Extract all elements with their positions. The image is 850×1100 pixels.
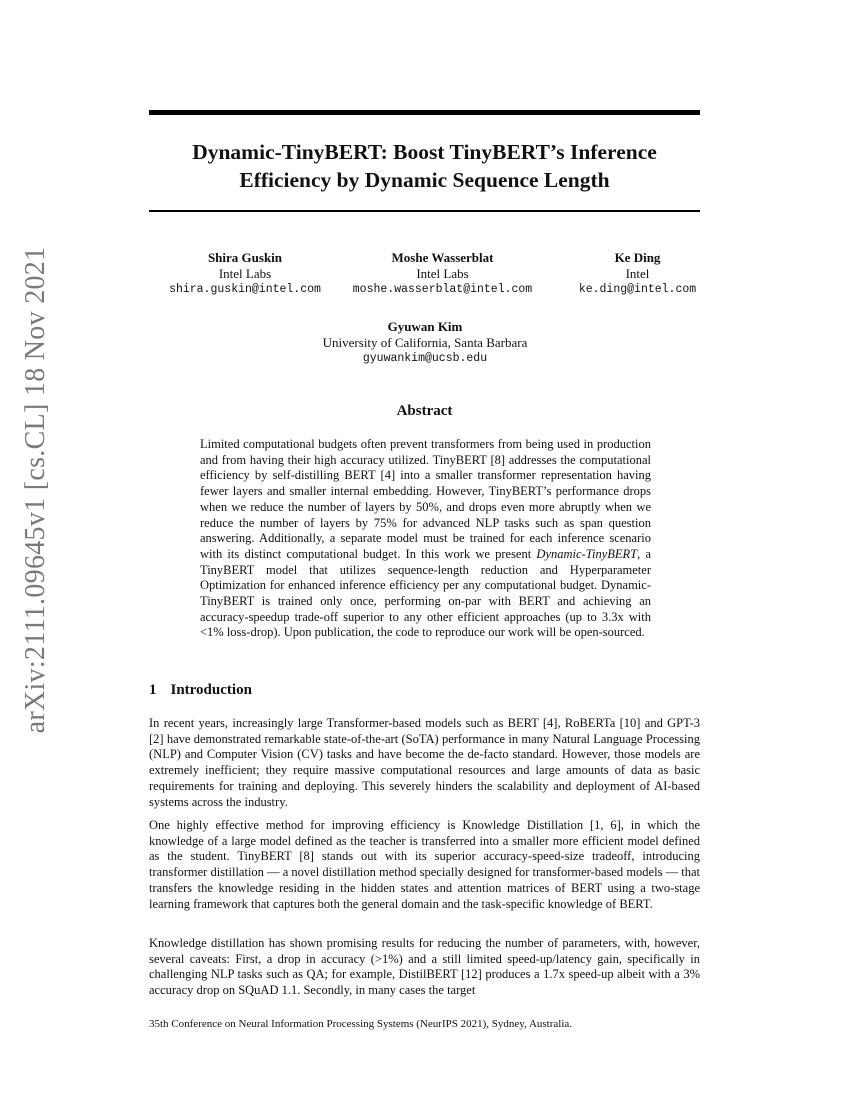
conference-footnote: 35th Conference on Neural Information Processing Systems (NeurIPS 2021), Sydney, Australia. <box>149 1018 573 1030</box>
abstract-body <box>200 437 651 641</box>
abstract-heading: Abstract <box>396 403 453 419</box>
paper-title <box>149 138 700 194</box>
abstract-model-name: Dynamic-TinyBERT <box>536 546 638 561</box>
author-name: Moshe Wasserblat <box>391 250 494 265</box>
arxiv-stamp-text: arXiv:2111.09645v1 [cs.CL] 18 Nov 2021 <box>20 246 51 734</box>
intro-paragraph-3: Knowledge distillation has shown promising results for reducing the number of parameters, with, however, several caveats: First, a drop in accuracy (>1%) and a still limited speed-up/latency gain, specifically in challenging NLP tasks such as QA; for example, DistilBERT [12] produces a 1.7x speed-up albeit with a 3% accuracy drop on SQuAD 1.1. Secondly, in many cases the target <box>149 936 700 998</box>
author-name: Gyuwan Kim <box>387 319 463 334</box>
author-affiliation: Intel Labs <box>416 266 469 281</box>
abstract-text-start: Limited computational budgets often prevent transformers from being used in production and from having their high accuracy utilized. TinyBERT [8] addresses the computational efficiency by self-distilling BERT [4] into a smaller transformer representation having fewer layers and smaller internal embedding. However, TinyBERT’s performance drops when we reduce the number of layers by 50%, and drops even more abruptly when we reduce the number of layers by 75% for advanced NLP tasks such as span question answering. Additionally, a separate model must be trained for each inference scenario with its distinct computational budget. In this work we present <box>200 437 651 561</box>
author-block <box>150 250 340 298</box>
author-affiliation: Intel Labs <box>218 266 272 281</box>
author-affiliation: Intel <box>625 266 650 281</box>
paper-title-line-2: Efficiency by Dynamic Sequence Length <box>239 168 610 192</box>
intro-paragraph-1: In recent years, increasingly large Transformer-based models such as BERT [4], RoBERTa [10] and GPT-3 [2] have demonstrated remarkable state-of-the-art (SoTA) performance in many Natural Language Processing (NLP) and Computer Vision (CV) tasks and have become the de-facto standard. However, those models are extremely inefficient; they require massive computational resources and large amounts of data as basic requirements for training and deploying. This severely hinders the scalability and deployment of AI-based systems across the industry. <box>149 716 700 809</box>
paper-title-line-1: Dynamic-TinyBERT: Boost TinyBERT’s Inference <box>192 140 657 164</box>
author-email: ke.ding@intel.com <box>578 283 697 296</box>
author-affiliation: University of California, Santa Barbara <box>322 335 528 350</box>
intro-paragraph-2: One highly effective method for improving efficiency is Knowledge Distillation [1, 6], in which the knowledge of a large model defined as the teacher is transferred into a smaller more efficient model defined as the student. TinyBERT [8] stands out with its superior accuracy-speed-size tradeoff, introducing transformer distillation — a novel distillation method specially designed for transformer-based models — that transfers the knowledge residing in the hidden states and attention matrices of BERT using a two-stage learning framework that captures both the general domain and the task-specific knowledge of BERT. <box>149 818 700 911</box>
author-block <box>555 250 720 298</box>
section-heading <box>149 682 252 699</box>
title-rule-bottom <box>149 210 700 212</box>
author-name: Ke Ding <box>614 250 661 265</box>
author-block <box>300 319 550 367</box>
title-rule-top <box>149 110 700 115</box>
author-email: moshe.wasserblat@intel.com <box>352 283 533 296</box>
author-name: Shira Guskin <box>207 250 283 265</box>
author-block <box>335 250 550 298</box>
author-email: shira.guskin@intel.com <box>169 283 321 296</box>
author-email: gyuwankim@ucsb.edu <box>362 352 488 365</box>
abstract-text-end: , a TinyBERT model that utilizes sequence-length reduction and Hyperparameter Optimization for enhanced inference efficiency per any computational budget. Dynamic-TinyBERT is trained only once, performing on-par with BERT and achieving an accuracy-speedup trade-off superior to any other efficient approaches (up to 3.3x with <1% loss-drop). Upon publication, the code to reproduce our work will be open-sourced. <box>200 546 651 640</box>
section-title: Introduction <box>170 682 252 698</box>
section-number: 1 <box>149 682 157 698</box>
